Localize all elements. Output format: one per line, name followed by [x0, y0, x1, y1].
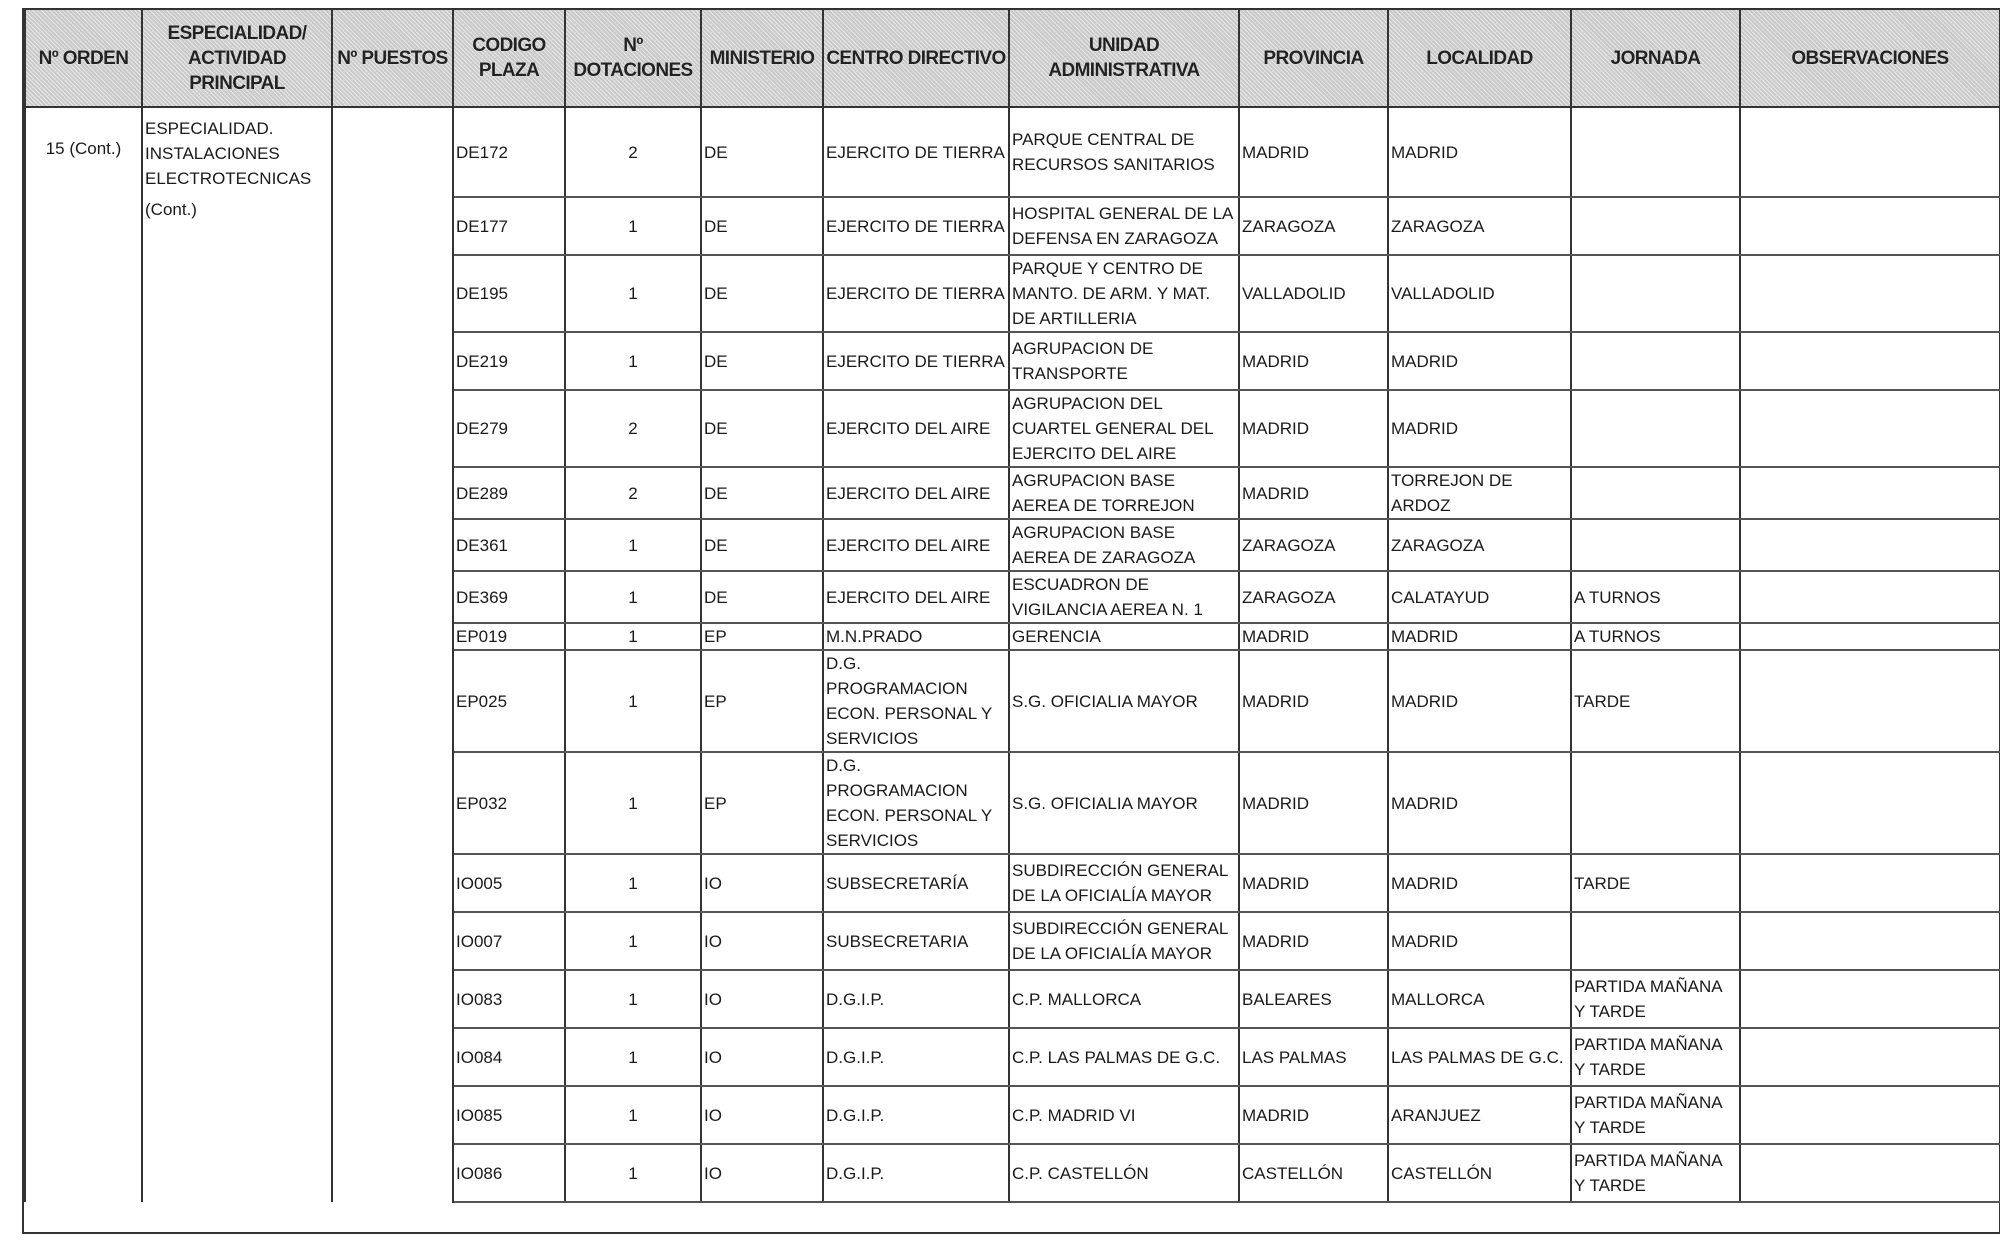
localidad-cell: ARANJUEZ [1388, 1086, 1571, 1144]
ministerio-cell: IO [701, 1028, 823, 1086]
header-especialidad: ESPECIALIDAD/ ACTIVIDAD PRINCIPAL [142, 9, 332, 107]
observaciones-cell [1740, 752, 2000, 854]
localidad-cell: MADRID [1388, 650, 1571, 752]
especialidad-line: ESPECIALIDAD. [145, 119, 274, 138]
observaciones-cell [1740, 1086, 2000, 1144]
header-orden: Nº ORDEN [25, 9, 142, 107]
codigo-cell: DE289 [453, 467, 565, 519]
provincia-cell: CASTELLÓN [1239, 1144, 1388, 1202]
unidad-cell: HOSPITAL GENERAL DE LA DEFENSA EN ZARAGOZA [1009, 197, 1239, 255]
observaciones-cell [1740, 650, 2000, 752]
table-row [25, 107, 2000, 197]
provincia-cell: MADRID [1239, 1086, 1388, 1144]
centro-cell: SUBSECRETARIA [823, 912, 1009, 970]
ministerio-cell: DE [701, 390, 823, 467]
observaciones-cell [1740, 1144, 2000, 1202]
centro-cell: D.G. PROGRAMACION ECON. PERSONAL Y SERVICIOS [823, 650, 1009, 752]
observaciones-cell [1740, 255, 2000, 332]
dotaciones-cell: 1 [565, 752, 701, 854]
unidad-cell: SUBDIRECCIÓN GENERAL DE LA OFICIALÍA MAYOR [1009, 854, 1239, 912]
localidad-cell: MADRID [1388, 107, 1571, 197]
header-unidad: UNIDAD ADMINISTRATIVA [1009, 9, 1239, 107]
jornada-cell [1571, 107, 1740, 197]
jornada-cell [1571, 519, 1740, 571]
codigo-cell: IO005 [453, 854, 565, 912]
provincia-cell: MADRID [1239, 854, 1388, 912]
header-codigo: CODIGO PLAZA [453, 9, 565, 107]
centro-cell: M.N.PRADO [823, 623, 1009, 650]
jornada-cell: PARTIDA MAÑANA Y TARDE [1571, 1086, 1740, 1144]
localidad-cell: MADRID [1388, 752, 1571, 854]
jornada-cell [1571, 752, 1740, 854]
centro-cell: D.G.I.P. [823, 970, 1009, 1028]
localidad-cell: LAS PALMAS DE G.C. [1388, 1028, 1571, 1086]
orden-cell: 15 (Cont.) [25, 107, 142, 1202]
observaciones-cell [1740, 197, 2000, 255]
observaciones-cell [1740, 571, 2000, 623]
codigo-cell: IO086 [453, 1144, 565, 1202]
header-provincia: PROVINCIA [1239, 9, 1388, 107]
centro-cell: EJERCITO DE TIERRA [823, 197, 1009, 255]
observaciones-cell [1740, 332, 2000, 390]
dotaciones-cell: 2 [565, 107, 701, 197]
header-centro: CENTRO DIRECTIVO [823, 9, 1009, 107]
ministerio-cell: IO [701, 854, 823, 912]
dotaciones-cell: 1 [565, 197, 701, 255]
dotaciones-cell: 1 [565, 571, 701, 623]
localidad-cell: CASTELLÓN [1388, 1144, 1571, 1202]
observaciones-cell [1740, 912, 2000, 970]
provincia-cell: VALLADOLID [1239, 255, 1388, 332]
ministerio-cell: DE [701, 107, 823, 197]
codigo-cell: DE279 [453, 390, 565, 467]
codigo-cell: DE219 [453, 332, 565, 390]
localidad-cell: MADRID [1388, 623, 1571, 650]
centro-cell: EJERCITO DEL AIRE [823, 467, 1009, 519]
centro-cell: EJERCITO DEL AIRE [823, 519, 1009, 571]
especialidad-cont: (Cont.) [145, 200, 197, 219]
localidad-cell: VALLADOLID [1388, 255, 1571, 332]
unidad-cell: C.P. MALLORCA [1009, 970, 1239, 1028]
ministerio-cell: IO [701, 1086, 823, 1144]
localidad-cell: CALATAYUD [1388, 571, 1571, 623]
provincia-cell: MADRID [1239, 752, 1388, 854]
observaciones-cell [1740, 390, 2000, 467]
codigo-cell: EP032 [453, 752, 565, 854]
dotaciones-cell: 1 [565, 623, 701, 650]
jornada-cell [1571, 467, 1740, 519]
codigo-cell: IO085 [453, 1086, 565, 1144]
header-localidad: LOCALIDAD [1388, 9, 1571, 107]
localidad-cell: MADRID [1388, 332, 1571, 390]
unidad-cell: C.P. CASTELLÓN [1009, 1144, 1239, 1202]
dotaciones-cell: 1 [565, 1144, 701, 1202]
table-body [25, 107, 2000, 1202]
ministerio-cell: EP [701, 623, 823, 650]
observaciones-cell [1740, 467, 2000, 519]
provincia-cell: MADRID [1239, 332, 1388, 390]
centro-cell: D.G.I.P. [823, 1144, 1009, 1202]
unidad-cell: GERENCIA [1009, 623, 1239, 650]
dotaciones-cell: 1 [565, 332, 701, 390]
ministerio-cell: IO [701, 912, 823, 970]
provincia-cell: BALEARES [1239, 970, 1388, 1028]
unidad-cell: C.P. LAS PALMAS DE G.C. [1009, 1028, 1239, 1086]
ministerio-cell: DE [701, 255, 823, 332]
provincia-cell: ZARAGOZA [1239, 197, 1388, 255]
dotaciones-cell: 1 [565, 1086, 701, 1144]
centro-cell: D.G.I.P. [823, 1086, 1009, 1144]
provincia-cell: ZARAGOZA [1239, 519, 1388, 571]
codigo-cell: DE172 [453, 107, 565, 197]
unidad-cell: AGRUPACION DE TRANSPORTE [1009, 332, 1239, 390]
jornada-cell: PARTIDA MAÑANA Y TARDE [1571, 970, 1740, 1028]
dotaciones-cell: 1 [565, 255, 701, 332]
plazas-table [24, 8, 2000, 1203]
unidad-cell: PARQUE CENTRAL DE RECURSOS SANITARIOS [1009, 107, 1239, 197]
observaciones-cell [1740, 854, 2000, 912]
jornada-cell [1571, 332, 1740, 390]
jornada-cell [1571, 912, 1740, 970]
ministerio-cell: DE [701, 519, 823, 571]
dotaciones-cell: 1 [565, 1028, 701, 1086]
unidad-cell: AGRUPACION BASE AEREA DE TORREJON [1009, 467, 1239, 519]
dotaciones-cell: 1 [565, 854, 701, 912]
observaciones-cell [1740, 970, 2000, 1028]
centro-cell: EJERCITO DEL AIRE [823, 390, 1009, 467]
observaciones-cell [1740, 623, 2000, 650]
centro-cell: EJERCITO DEL AIRE [823, 571, 1009, 623]
jornada-cell: PARTIDA MAÑANA Y TARDE [1571, 1028, 1740, 1086]
codigo-cell: DE195 [453, 255, 565, 332]
observaciones-cell [1740, 519, 2000, 571]
observaciones-cell [1740, 1028, 2000, 1086]
localidad-cell: TORREJON DE ARDOZ [1388, 467, 1571, 519]
provincia-cell: LAS PALMAS [1239, 1028, 1388, 1086]
provincia-cell: MADRID [1239, 650, 1388, 752]
unidad-cell: ESCUADRON DE VIGILANCIA AEREA N. 1 [1009, 571, 1239, 623]
header-row [25, 9, 2000, 107]
provincia-cell: MADRID [1239, 107, 1388, 197]
localidad-cell: MADRID [1388, 854, 1571, 912]
ministerio-cell: DE [701, 332, 823, 390]
ministerio-cell: IO [701, 970, 823, 1028]
localidad-cell: MADRID [1388, 912, 1571, 970]
header-ministerio: MINISTERIO [701, 9, 823, 107]
especialidad-line: ELECTROTECNICAS [145, 169, 312, 188]
centro-cell: EJERCITO DE TIERRA [823, 107, 1009, 197]
jornada-cell: TARDE [1571, 854, 1740, 912]
unidad-cell: S.G. OFICIALIA MAYOR [1009, 752, 1239, 854]
codigo-cell: IO084 [453, 1028, 565, 1086]
localidad-cell: ZARAGOZA [1388, 197, 1571, 255]
jornada-cell: PARTIDA MAÑANA Y TARDE [1571, 1144, 1740, 1202]
codigo-cell: EP019 [453, 623, 565, 650]
dotaciones-cell: 1 [565, 650, 701, 752]
ministerio-cell: DE [701, 467, 823, 519]
especialidad-cell [142, 107, 332, 1202]
codigo-cell: IO083 [453, 970, 565, 1028]
jornada-cell [1571, 255, 1740, 332]
jornada-cell [1571, 197, 1740, 255]
codigo-cell: DE177 [453, 197, 565, 255]
puestos-cell [332, 107, 453, 1202]
unidad-cell: PARQUE Y CENTRO DE MANTO. DE ARM. Y MAT. DE ARTILLERIA [1009, 255, 1239, 332]
centro-cell: SUBSECRETARÍA [823, 854, 1009, 912]
codigo-cell: IO007 [453, 912, 565, 970]
provincia-cell: MADRID [1239, 467, 1388, 519]
unidad-cell: SUBDIRECCIÓN GENERAL DE LA OFICIALÍA MAYOR [1009, 912, 1239, 970]
unidad-cell: C.P. MADRID VI [1009, 1086, 1239, 1144]
dotaciones-cell: 2 [565, 467, 701, 519]
header-puestos: Nº PUESTOS [332, 9, 453, 107]
jornada-cell: A TURNOS [1571, 623, 1740, 650]
header-observaciones: OBSERVACIONES [1740, 9, 2000, 107]
provincia-cell: MADRID [1239, 623, 1388, 650]
codigo-cell: EP025 [453, 650, 565, 752]
centro-cell: D.G. PROGRAMACION ECON. PERSONAL Y SERVICIOS [823, 752, 1009, 854]
jornada-cell [1571, 390, 1740, 467]
ministerio-cell: IO [701, 1144, 823, 1202]
dotaciones-cell: 2 [565, 390, 701, 467]
unidad-cell: AGRUPACION DEL CUARTEL GENERAL DEL EJERCITO DEL AIRE [1009, 390, 1239, 467]
jornada-cell: A TURNOS [1571, 571, 1740, 623]
provincia-cell: ZARAGOZA [1239, 571, 1388, 623]
codigo-cell: DE361 [453, 519, 565, 571]
centro-cell: EJERCITO DE TIERRA [823, 255, 1009, 332]
ministerio-cell: EP [701, 752, 823, 854]
header-jornada: JORNADA [1571, 9, 1740, 107]
dotaciones-cell: 1 [565, 519, 701, 571]
centro-cell: EJERCITO DE TIERRA [823, 332, 1009, 390]
ministerio-cell: DE [701, 571, 823, 623]
unidad-cell: S.G. OFICIALIA MAYOR [1009, 650, 1239, 752]
unidad-cell: AGRUPACION BASE AEREA DE ZARAGOZA [1009, 519, 1239, 571]
localidad-cell: MADRID [1388, 390, 1571, 467]
ministerio-cell: DE [701, 197, 823, 255]
jornada-cell: TARDE [1571, 650, 1740, 752]
centro-cell: D.G.I.P. [823, 1028, 1009, 1086]
header-dotaciones: Nº DOTACIONES [565, 9, 701, 107]
dotaciones-cell: 1 [565, 970, 701, 1028]
localidad-cell: MALLORCA [1388, 970, 1571, 1028]
provincia-cell: MADRID [1239, 390, 1388, 467]
ministerio-cell: EP [701, 650, 823, 752]
localidad-cell: ZARAGOZA [1388, 519, 1571, 571]
plazas-table-sheet [22, 8, 2000, 1234]
especialidad-line: INSTALACIONES [145, 144, 280, 163]
observaciones-cell [1740, 107, 2000, 197]
dotaciones-cell: 1 [565, 912, 701, 970]
provincia-cell: MADRID [1239, 912, 1388, 970]
codigo-cell: DE369 [453, 571, 565, 623]
